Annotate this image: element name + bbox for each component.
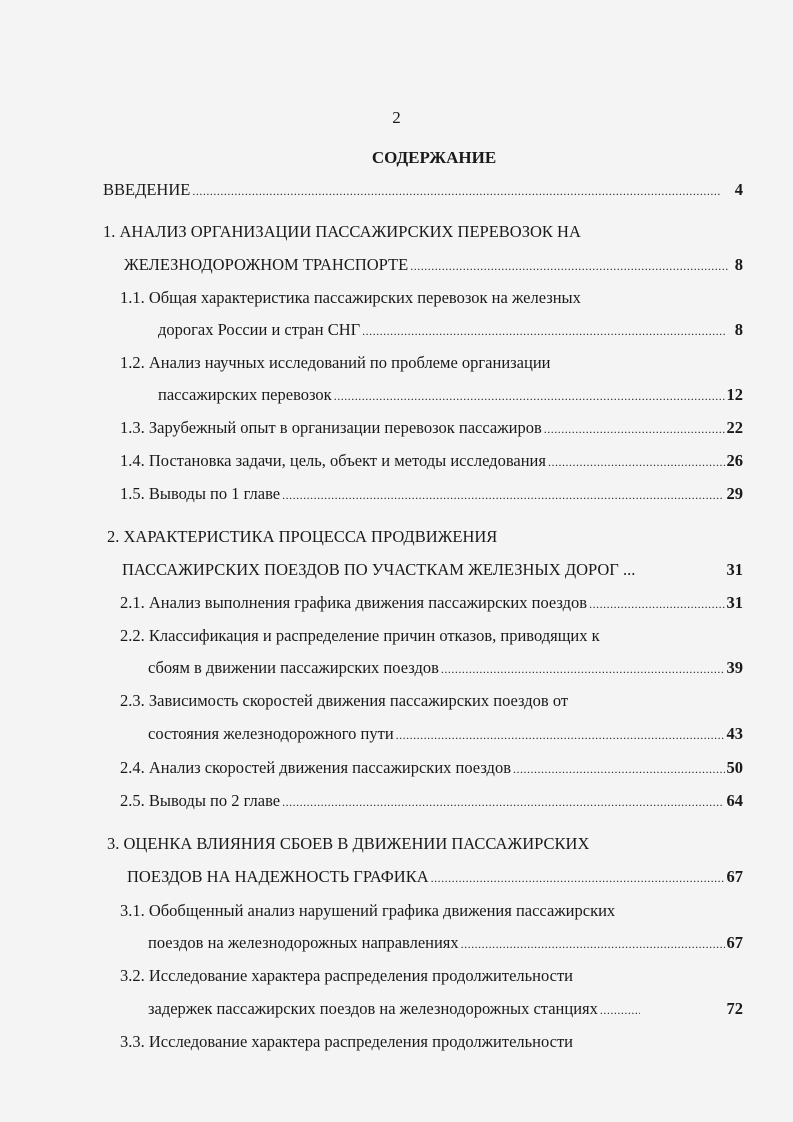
leader-dots [600,1003,640,1018]
page-ref: 31 [726,593,743,612]
page-ref: 4 [734,180,743,199]
section-2-4-entry: 2.4. Анализ скоростей движения пассажирских поездов ..... 50 [120,758,743,782]
toc-entry-intro: ВВЕДЕНИЕ ..... 4 [103,180,743,204]
page-ref: 31 [726,560,743,579]
page-ref: 67 [726,867,743,886]
section-3-1-line-1: 3.1. Обобщенный анализ нарушений графика движения пассажирских [120,901,616,920]
section-3-3-line-1: 3.3. Исследование характера распределения продолжительности [120,1032,574,1051]
leader-dots [431,871,725,886]
section-3-1-entry: поездов на железнодорожных направлениях ..... 67 [148,933,743,957]
leader-dots [441,662,725,677]
page-title: СОДЕРЖАНИЕ [371,148,497,167]
leader-dots [396,728,725,743]
section-1-2-line-1: 1.2. Анализ научных исследований по проблеме организации [120,353,551,372]
leader-dots [461,937,725,952]
leader-dots [192,184,720,199]
page-ref: 8 [734,320,743,339]
chapter-3-title-line-1: 3. ОЦЕНКА ВЛИЯНИЯ СБОЕВ В ДВИЖЕНИИ ПАССАЖИРСКИХ [107,834,590,853]
section-2-2-entry: сбоям в движении пассажирских поездов ..... 39 [148,658,743,682]
leader-dots [589,597,724,612]
chapter-2-title-line-1: 2. ХАРАКТЕРИСТИКА ПРОЦЕССА ПРОДВИЖЕНИЯ [107,527,498,546]
chapter-1-entry: ЖЕЛЕЗНОДОРОЖНОМ ТРАНСПОРТЕ ..... 8 [124,255,743,279]
section-1-3-entry: 1.3. Зарубежный опыт в организации перевозок пассажиров ..... 22 [120,418,743,442]
section-2-1-entry: 2.1. Анализ выполнения графика движения пассажирских поездов ..... 31 [120,593,743,617]
leader-dots [282,795,723,810]
leader-dots [334,389,725,404]
leader-dots [548,455,725,470]
chapter-3-entry: ПОЕЗДОВ НА НАДЕЖНОСТЬ ГРАФИКА ..... 67 [127,867,743,891]
leader-dots [282,488,723,503]
leader-dots [544,422,725,437]
section-1-1-entry: дорогах России и стран СНГ ..... 8 [158,320,743,344]
page-ref: 29 [726,484,743,503]
page-ref: 72 [726,999,743,1018]
section-2-3-line-1: 2.3. Зависимость скоростей движения пассажирских поездов от [120,691,569,710]
chapter-1-title-line-1: 1. АНАЛИЗ ОРГАНИЗАЦИИ ПАССАЖИРСКИХ ПЕРЕВОЗОК НА [103,222,581,241]
leader-dots [513,762,725,777]
page-ref: 26 [726,451,743,470]
section-2-2-line-1: 2.2. Классификация и распределение причин отказов, приводящих к [120,626,600,645]
section-3-2-entry: задержек пассажирских поездов на железнодорожных станциях ..... 72 [148,999,743,1023]
page-ref: 50 [726,758,743,777]
section-1-1-line-1: 1.1. Общая характеристика пассажирских перевозок на железных [120,288,581,307]
leader-dots [410,259,728,274]
leader-dots [362,324,726,339]
page-ref: 8 [734,255,743,274]
page-ref: 43 [726,724,743,743]
section-1-5-entry: 1.5. Выводы по 1 главе ..... 29 [120,484,743,508]
page-number: 2 [392,108,401,127]
page-ref: 39 [726,658,743,677]
section-3-2-line-1: 3.2. Исследование характера распределения продолжительности [120,966,574,985]
section-2-3-entry: состояния железнодорожного пути ..... 43 [148,724,743,748]
section-2-5-entry: 2.5. Выводы по 2 главе ..... 64 [120,791,743,815]
page-ref: 67 [726,933,743,952]
page-ref: 12 [726,385,743,404]
chapter-2-entry: ПАССАЖИРСКИХ ПОЕЗДОВ ПО УЧАСТКАМ ЖЕЛЕЗНЫХ ДОРОГ ... 31 [122,560,743,579]
page-ref: 64 [726,791,743,810]
page-ref: 22 [726,418,743,437]
section-1-2-entry: пассажирских перевозок ..... 12 [158,385,743,409]
section-1-4-entry: 1.4. Постановка задачи, цель, объект и методы исследования ..... 26 [120,451,743,475]
